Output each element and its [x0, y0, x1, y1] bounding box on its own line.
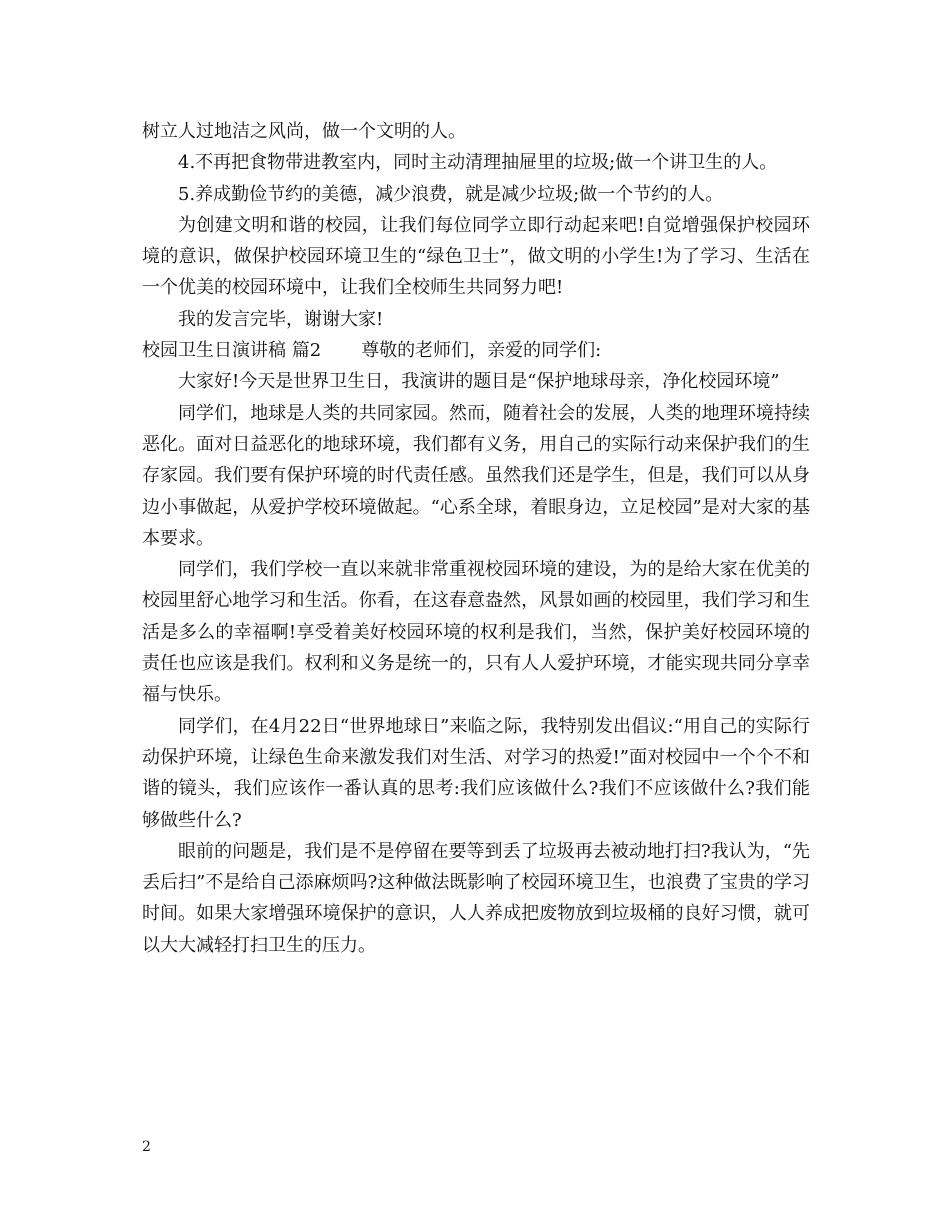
paragraph-6: 大家好!今天是世界卫生日，我演讲的题目是“保护地球母亲，净化校园环境”: [178, 371, 780, 393]
paragraph-3: 5.养成勤俭节约的美德，减少浪费，就是减少垃圾;做一个节约的人。: [178, 183, 724, 205]
paragraph-8: 同学们，我们学校一直以来就非常重视校园环境的建设，为的是给大家在优美的校园里舒心地学习和生活。你看，在这春意盎然，风景如画的校园里，我们学习和生活是多么的幸福啊!享受着美好校园环境的权利是我们，当然，保护美好校园环境的责任也应该是我们。权利和义务是统一的，只有人人爱护环境，才能实现共同分享幸福与快乐。: [142, 559, 810, 706]
paragraph-5: 我的发言完毕，谢谢大家!: [178, 308, 384, 330]
section-greeting: 尊敬的老师们，亲爱的同学们:: [361, 340, 602, 362]
paragraph-1: 树立人过地洁之风尚，做一个文明的人。: [142, 121, 466, 142]
paragraph-9: 同学们，在4月22日“世界地球日”来临之际，我特别发出倡议:“用自己的实际行动保护环境，让绿色生命来激发我们对生活、对学习的热爱!”面对校园中一个个不和谐的镜头，我们应该作一番认真的思考:我们应该做什么?我们不应该做什么?我们能够做些什么?: [142, 715, 810, 831]
section-heading: [142, 335, 810, 366]
paragraph-7: 同学们，地球是人类的共同家园。然而，随着社会的发展，人类的地理环境持续恶化。面对日益恶化的地球环境，我们都有义务，用自己的实际行动来保护我们的生存家园。我们要有保护环境的时代责任感。虽然我们还是学生，但是，我们可以从身边小事做起，从爱护学校环境做起。“心系全球，着眼身边，立足校园”是对大家的基本要求。: [142, 402, 810, 549]
section-title: 校园卫生日演讲稿 篇2: [142, 340, 322, 362]
paragraph-10: 眼前的问题是，我们是不是停留在要等到丢了垃圾再去被动地打扫?我认为，“先丢后扫”不是给自己添麻烦吗?这种做法既影响了校园环境卫生，也浪费了宝贵的学习时间。如果大家增强环境保护的意识，人人养成把废物放到垃圾桶的良好习惯，就可以大大减轻打扫卫生的压力。: [142, 840, 810, 956]
paragraph-4: 为创建文明和谐的校园，让我们每位同学立即行动起来吧!自觉增强保护校园环境的意识，做保护校园环境卫生的“绿色卫士”，做文明的小学生!为了学习、生活在一个优美的校园环境中，让我们全校师生共同努力吧!: [142, 214, 810, 299]
document-body: [142, 116, 810, 961]
page-number: 2: [142, 1139, 151, 1155]
paragraph-2: 4.不再把食物带进教室内，同时主动清理抽屉里的垃圾;做一个讲卫生的人。: [178, 152, 778, 174]
